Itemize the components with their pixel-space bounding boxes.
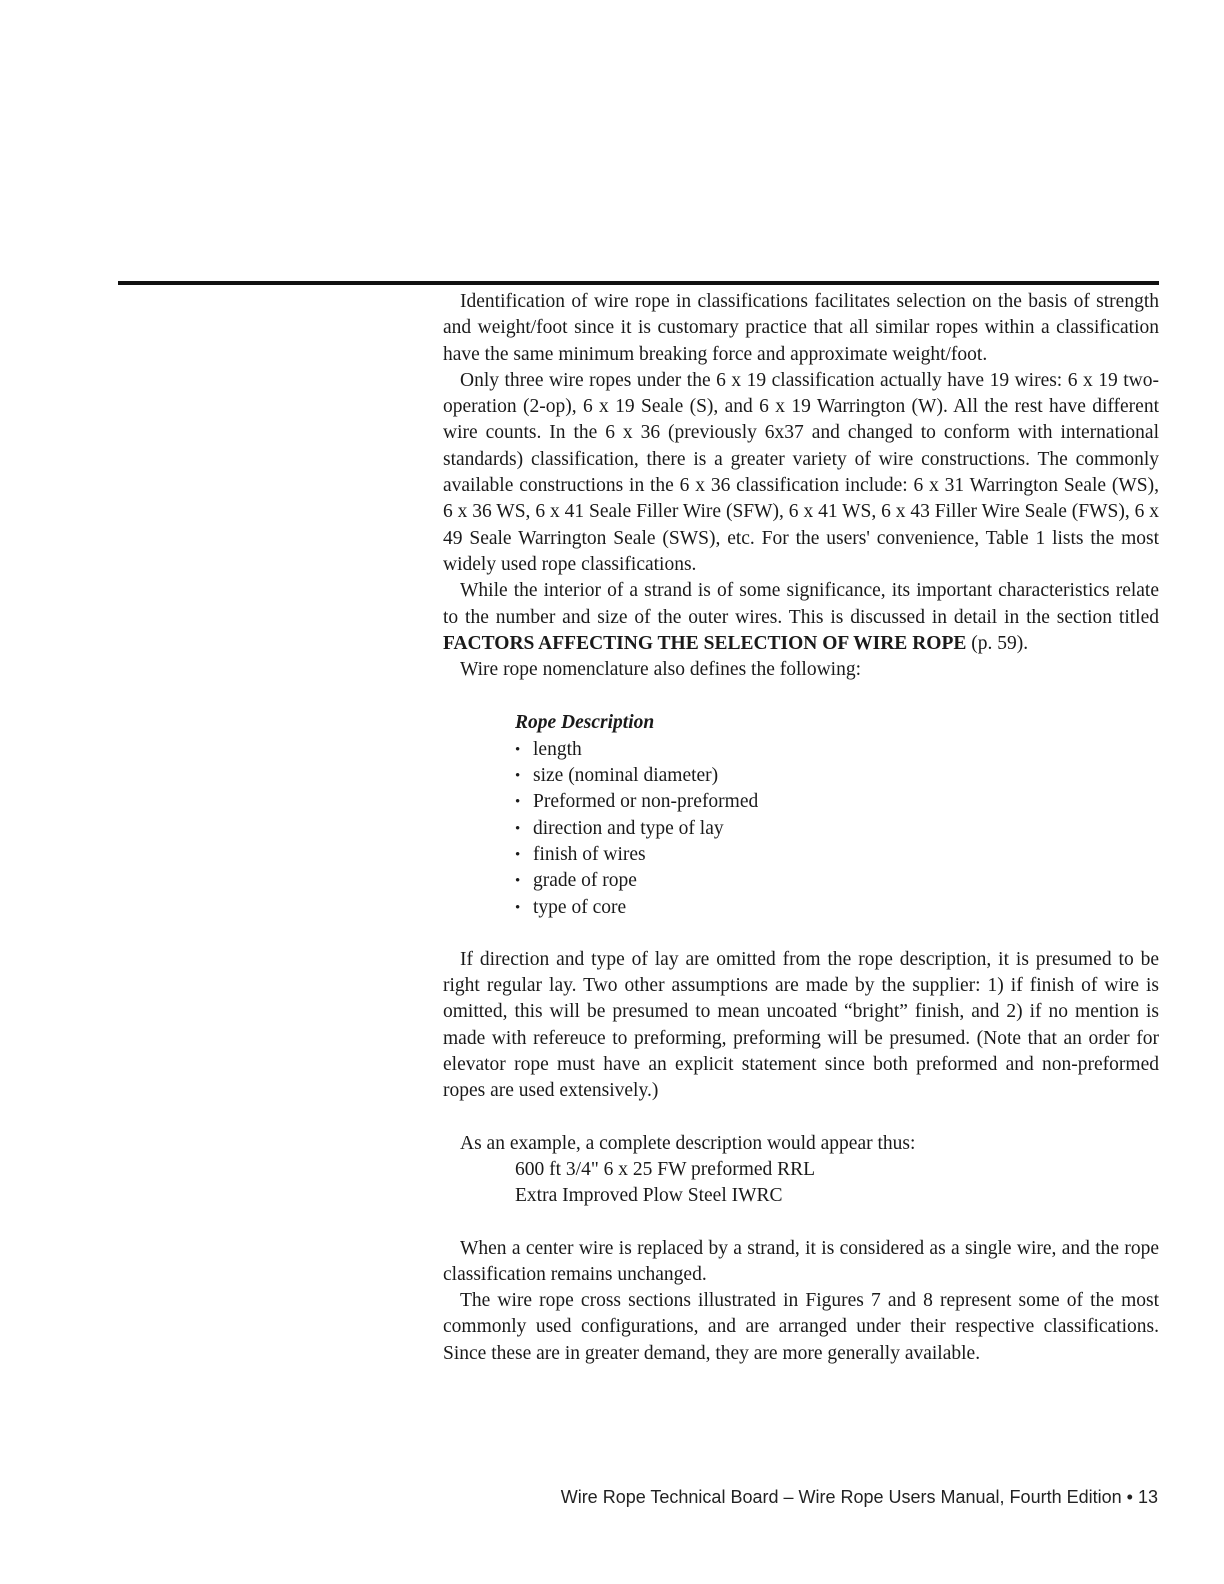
bullet-icon: • xyxy=(515,899,521,916)
paragraph-center-wire: When a center wire is replaced by a strand, it is considered as a single wire, and the rope classification remains unchanged. xyxy=(443,1237,1159,1285)
strand-interior-text: While the interior of a strand is of some significance, its important characteristics relate to the number and size of the outer wires. This is discussed in detail in the section titled xyxy=(443,580,1159,628)
bullet-icon: • xyxy=(515,846,521,863)
bullet-icon: • xyxy=(515,768,521,785)
rope-description-list xyxy=(515,737,1159,921)
rope-description-heading: Rope Description xyxy=(515,712,655,734)
top-horizontal-rule xyxy=(118,281,1159,285)
list-item-text: direction and type of lay xyxy=(533,817,724,839)
list-item-text: Preformed or non-preformed xyxy=(533,791,759,813)
list-item-text: length xyxy=(533,738,582,760)
list-item xyxy=(515,763,1159,789)
list-item-text: finish of wires xyxy=(533,843,646,865)
page-reference: (p. 59). xyxy=(966,632,1029,654)
paragraph-example-intro: As an example, a complete description would appear thus: xyxy=(460,1132,916,1154)
list-item xyxy=(515,816,1159,842)
footer-separator: • xyxy=(1126,1487,1133,1507)
example-line-2: Extra Improved Plow Steel IWRC xyxy=(515,1185,783,1207)
list-item xyxy=(515,842,1159,868)
paragraph-nomenclature-intro: Wire rope nomenclature also defines the following: xyxy=(460,659,861,681)
paragraph-cross-sections: The wire rope cross sections illustrated in Figures 7 and 8 represent some of the most commonly used configurations, and are arranged under their respective classifications. Since these are in greater demand, they are more generally available. xyxy=(443,1290,1159,1364)
list-item xyxy=(515,789,1159,815)
list-item xyxy=(515,737,1159,763)
list-item-text: grade of rope xyxy=(533,870,637,892)
example-line-1: 600 ft 3/4" 6 x 25 FW preformed RRL xyxy=(515,1158,816,1180)
bullet-icon: • xyxy=(515,820,521,837)
bullet-icon: • xyxy=(515,794,521,811)
body-text xyxy=(443,289,1159,1367)
rope-description-block xyxy=(515,710,1159,920)
page-number: 13 xyxy=(1137,1487,1158,1507)
paragraph-6x19-classification: Only three wire ropes under the 6 x 19 classification actually have 19 wires: 6 x 19 two-operation (2-op), 6 x 19 Seale (S), and 6 x 19 Warrington (W). All the rest have different wire counts. In the 6 x 36 (previously 6x37 and changed to conform with international standards) classification, there is a greater variety of wire constructions. The commonly available constructions in the 6 x 36 classification include: 6 x 31 Warrington Seale (WS), 6 x 36 WS, 6 x 41 Seale Filler Wire (SFW), 6 x 41 WS, 6 x 43 Filler Wire Seale (FWS), 6 x 49 Seale Warrington Seale (SWS), etc. For the users' convenience, Table 1 lists the most widely used rope classifications. xyxy=(443,369,1159,575)
paragraph-lay-assumptions: If direction and type of lay are omitted from the rope description, it is presumed to be right regular lay. Two other assumptions are made by the supplier: 1) if finish of wire is omitted, this will be presumed to mean uncoated “bright” finish, and 2) if no mention is made with refereuce to preforming, preforming will be presumed. (Note that an order for elevator rope must have an explicit statement since both preformed and non-preformed ropes are used extensively.) xyxy=(443,948,1159,1102)
list-item-text: size (nominal diameter) xyxy=(533,765,719,787)
bullet-icon: • xyxy=(515,873,521,890)
page-footer xyxy=(561,1487,1158,1508)
list-item xyxy=(515,895,1159,921)
bullet-icon: • xyxy=(515,741,521,758)
list-item xyxy=(515,868,1159,894)
list-item-text: type of core xyxy=(533,896,627,918)
section-reference: FACTORS AFFECTING THE SELECTION OF WIRE ROPE xyxy=(443,632,967,654)
footer-title: Wire Rope Technical Board – Wire Rope Users Manual, Fourth Edition xyxy=(560,1487,1122,1507)
paragraph-classification-identification: Identification of wire rope in classifications facilitates selection on the basis of strength and weight/foot since it is customary practice that all similar ropes within a classification have the same minimum breaking force and approximate weight/foot. xyxy=(443,291,1159,365)
paragraph-strand-interior xyxy=(443,578,1159,657)
